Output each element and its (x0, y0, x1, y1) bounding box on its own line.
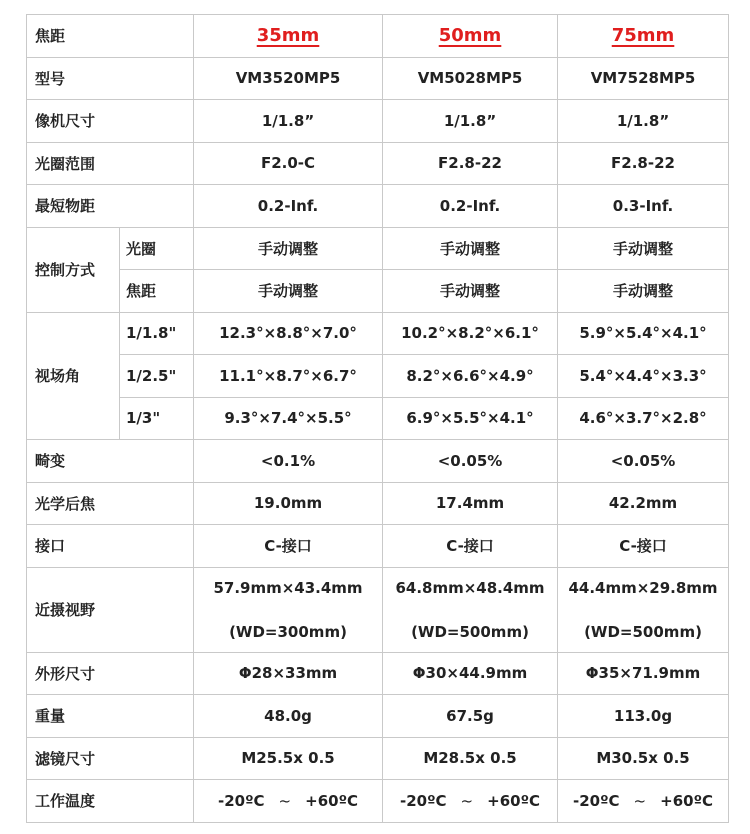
filter-row (27, 737, 729, 780)
lens-spec-table (26, 14, 729, 823)
row-label-focal: 焦距 (27, 15, 194, 58)
cell-value: 0.3-Inf. (558, 185, 729, 228)
mod-row (27, 185, 729, 228)
cell-value: <0.05% (558, 440, 729, 483)
cell-value: 手动调整 (194, 270, 383, 313)
bfl-row (27, 482, 729, 525)
cell-value: 42.2mm (558, 482, 729, 525)
row-label-sensor: 像机尺寸 (27, 100, 194, 143)
weight-row (27, 695, 729, 738)
temp-high: +60ºC (660, 791, 714, 810)
temp-low: -20ºC (217, 791, 265, 810)
closeup-row (27, 567, 729, 652)
temp-high: +60ºC (305, 791, 359, 810)
cell-value: Φ30×44.9mm (383, 652, 558, 695)
cell-value: 5.4°×4.4°×3.3° (558, 355, 729, 398)
row-label-mount: 接口 (27, 525, 194, 568)
cell-value: 8.2°×6.6°×4.9° (383, 355, 558, 398)
sub-label-iris: 光圈 (120, 227, 194, 270)
cell-value: VM5028MP5 (383, 57, 558, 100)
temp-low: -20ºC (399, 791, 447, 810)
cell-value: F2.8-22 (558, 142, 729, 185)
cell-value: VM7528MP5 (558, 57, 729, 100)
col-header-35mm: 35mm (194, 15, 383, 58)
cell-value: 1/1.8” (383, 100, 558, 143)
row-label-mod: 最短物距 (27, 185, 194, 228)
closeup-wd: (WD=500mm) (584, 622, 702, 641)
sub-label-focus: 焦距 (120, 270, 194, 313)
cell-value: <0.1% (194, 440, 383, 483)
cell-value: 4.6°×3.7°×2.8° (558, 397, 729, 440)
closeup-wd: (WD=300mm) (229, 622, 347, 641)
temp-tilde: ~ (278, 791, 292, 810)
row-label-distortion: 畸变 (27, 440, 194, 483)
cell-value: C-接口 (558, 525, 729, 568)
temp-tilde: ~ (460, 791, 474, 810)
closeup-wd: (WD=500mm) (411, 622, 529, 641)
sub-label-sensor: 1/1.8" (120, 312, 194, 355)
cell-value: C-接口 (194, 525, 383, 568)
control-iris-row (27, 227, 729, 270)
row-label-closeup: 近摄视野 (27, 567, 194, 652)
cell-value: 12.3°×8.8°×7.0° (194, 312, 383, 355)
cell-value: Φ28×33mm (194, 652, 383, 695)
closeup-field: 57.9mm×43.4mm (213, 578, 363, 597)
fov-row (27, 312, 729, 355)
cell-temp (194, 780, 383, 823)
cell-temp (558, 780, 729, 823)
dimension-row (27, 652, 729, 695)
temp-low: -20ºC (572, 791, 620, 810)
cell-closeup (383, 567, 558, 652)
cell-value: 0.2-Inf. (383, 185, 558, 228)
cell-closeup (558, 567, 729, 652)
cell-value: M25.5x 0.5 (194, 737, 383, 780)
col-header-75mm: 75mm (558, 15, 729, 58)
cell-closeup (194, 567, 383, 652)
aperture-row (27, 142, 729, 185)
cell-value: 48.0g (194, 695, 383, 738)
header-row (27, 15, 729, 58)
col-header-50mm: 50mm (383, 15, 558, 58)
cell-value: 手动调整 (383, 270, 558, 313)
cell-value: 手动调整 (194, 227, 383, 270)
cell-value: VM3520MP5 (194, 57, 383, 100)
row-label-fov: 视场角 (27, 312, 120, 440)
cell-value: Φ35×71.9mm (558, 652, 729, 695)
mount-row (27, 525, 729, 568)
cell-value: <0.05% (383, 440, 558, 483)
cell-value: M30.5x 0.5 (558, 737, 729, 780)
closeup-field: 64.8mm×48.4mm (395, 578, 545, 597)
cell-value: 19.0mm (194, 482, 383, 525)
fov-row (27, 355, 729, 398)
row-label-filter: 滤镜尺寸 (27, 737, 194, 780)
sensor-row (27, 100, 729, 143)
cell-value: 17.4mm (383, 482, 558, 525)
row-label-dimension: 外形尺寸 (27, 652, 194, 695)
temp-high: +60ºC (487, 791, 541, 810)
row-label-model: 型号 (27, 57, 194, 100)
cell-value: 11.1°×8.7°×6.7° (194, 355, 383, 398)
cell-value: M28.5x 0.5 (383, 737, 558, 780)
row-label-bfl: 光学后焦 (27, 482, 194, 525)
cell-value: 6.9°×5.5°×4.1° (383, 397, 558, 440)
cell-value: 手动调整 (558, 270, 729, 313)
cell-value: C-接口 (383, 525, 558, 568)
row-label-control: 控制方式 (27, 227, 120, 312)
sub-label-sensor: 1/2.5" (120, 355, 194, 398)
cell-value: 0.2-Inf. (194, 185, 383, 228)
cell-value: 1/1.8” (558, 100, 729, 143)
cell-value: F2.8-22 (383, 142, 558, 185)
row-label-weight: 重量 (27, 695, 194, 738)
temp-tilde: ~ (633, 791, 647, 810)
cell-value: 67.5g (383, 695, 558, 738)
cell-value: 9.3°×7.4°×5.5° (194, 397, 383, 440)
cell-value: 5.9°×5.4°×4.1° (558, 312, 729, 355)
temp-row (27, 780, 729, 823)
cell-temp (383, 780, 558, 823)
row-label-aperture: 光圈范围 (27, 142, 194, 185)
model-row (27, 57, 729, 100)
distortion-row (27, 440, 729, 483)
sub-label-sensor: 1/3" (120, 397, 194, 440)
closeup-field: 44.4mm×29.8mm (568, 578, 718, 597)
cell-value: 10.2°×8.2°×6.1° (383, 312, 558, 355)
row-label-temp: 工作温度 (27, 780, 194, 823)
cell-value: F2.0-C (194, 142, 383, 185)
cell-value: 113.0g (558, 695, 729, 738)
fov-row (27, 397, 729, 440)
control-focus-row (27, 270, 729, 313)
cell-value: 手动调整 (558, 227, 729, 270)
cell-value: 手动调整 (383, 227, 558, 270)
cell-value: 1/1.8” (194, 100, 383, 143)
